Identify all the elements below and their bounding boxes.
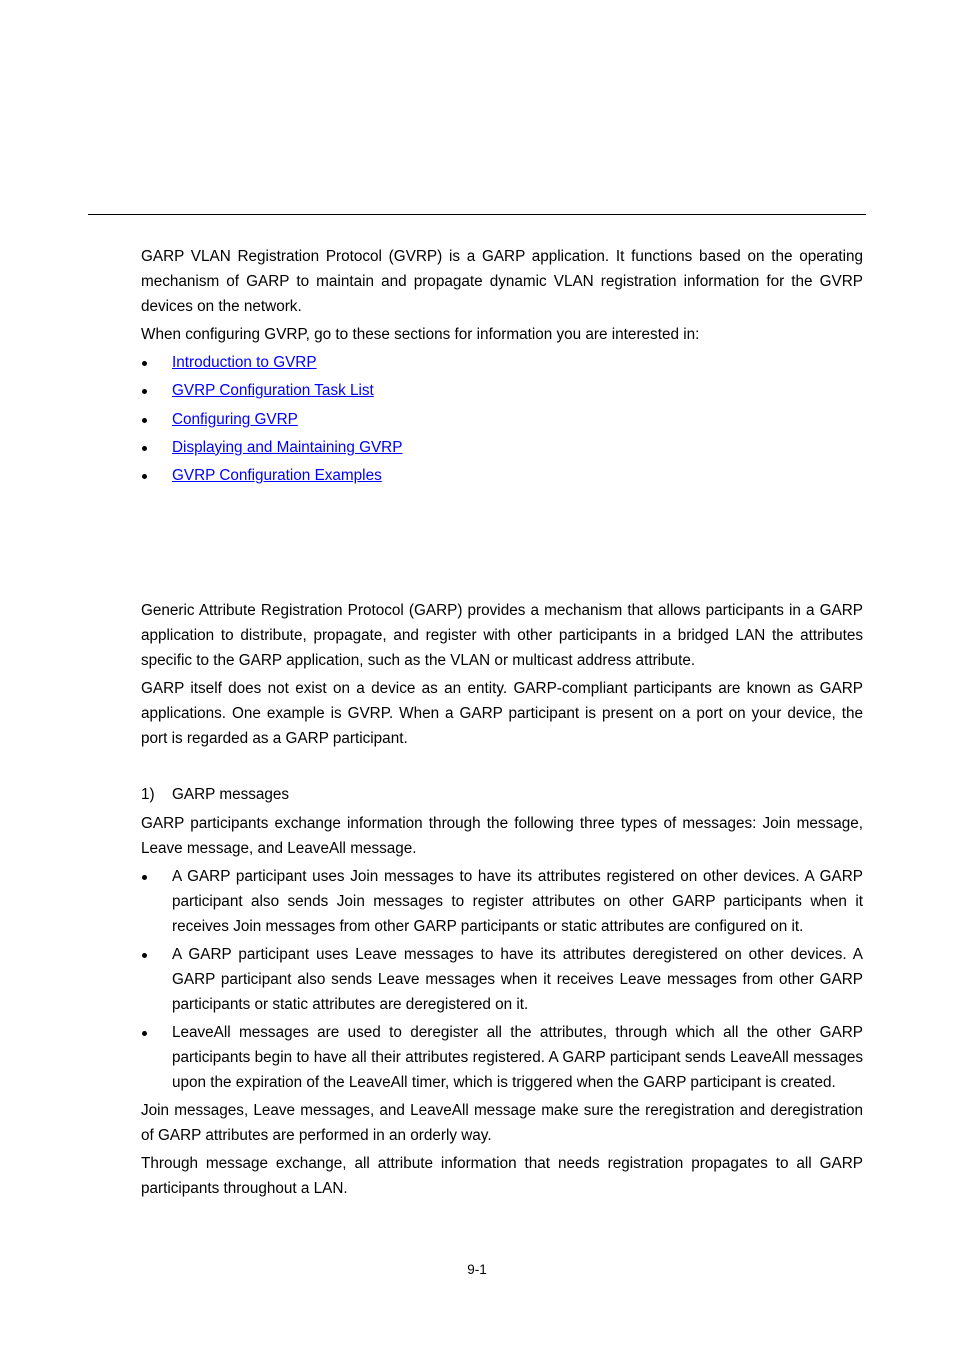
list-item [141,407,863,432]
section-gap [141,491,863,598]
list-item: A GARP participant uses Leave messages to have its attributes deregistered on other devices. A GARP participant also sends Leave messages when it receives Leave messages from other GARP participants or static attributes are deregistered on it. [141,942,863,1017]
link-displaying-and-maintaining-gvrp[interactable]: Displaying and Maintaining GVRP [172,438,403,456]
link-configuring-gvrp[interactable]: Configuring GVRP [172,410,298,428]
list-item: LeaveAll messages are used to deregister all the attributes, through which all the other GARP participants begin to have all their attributes registered. A GARP participant sends LeaveAll messages upon the expiration of the LeaveAll timer, which is triggered when the GARP participant is created. [141,1020,863,1095]
list-item [141,378,863,403]
link-introduction-to-gvrp[interactable]: Introduction to GVRP [172,354,317,371]
garp-paragraph: GARP itself does not exist on a device as an entity. GARP-compliant participants are known as GARP applications. One example is GVRP. When a GARP participant is present on a port on your device, the port is regarded as a GARP participant. [141,680,863,748]
list-item [141,350,863,375]
garp-messages-heading [141,782,863,807]
garp-paragraph: Generic Attribute Registration Protocol (GARP) provides a mechanism that allows participants in a GARP application to distribute, propagate, and register with other participants in a bridged LAN the attributes specific to the GARP application, such as the VLAN or multicast address attribute. [141,602,863,670]
closing-paragraph: Join messages, Leave messages, and LeaveAll message make sure the reregistration and deregistration of GARP attributes are performed in an orderly way. [141,1102,863,1145]
closing-paragraph: Through message exchange, all attribute information that needs registration propagates to all GARP participants throughout a LAN. [141,1155,863,1198]
page-content [141,244,863,1204]
heading-text: GARP messages [172,786,290,804]
header-rule [88,214,866,215]
list-item [141,463,863,488]
heading-number: 1) [141,786,155,804]
intro-paragraph: GARP VLAN Registration Protocol (GVRP) is a GARP application. It functions based on the operating mechanism of GARP to maintain and propagate dynamic VLAN registration information for the GVRP devices on the network. [141,248,863,315]
intro-paragraph: When configuring GVRP, go to these sections for information you are interested in: [141,326,700,343]
section-links-list [141,350,863,488]
link-gvrp-configuration-task-list[interactable]: GVRP Configuration Task List [172,382,374,400]
list-item [141,435,863,460]
section-gap [141,754,863,782]
messages-intro: GARP participants exchange information through the following three types of messages: Join message, Leave message, and LeaveAll message. [141,815,863,858]
page-number: 9-1 [467,1262,487,1277]
link-gvrp-configuration-examples[interactable]: GVRP Configuration Examples [172,467,382,485]
list-item: A GARP participant uses Join messages to have its attributes registered on other devices. A GARP participant also sends Join messages to register attributes on other GARP participants when it receives Join messages from other GARP participants or static attributes are configured on it. [141,864,863,939]
message-types-list [141,864,863,1095]
